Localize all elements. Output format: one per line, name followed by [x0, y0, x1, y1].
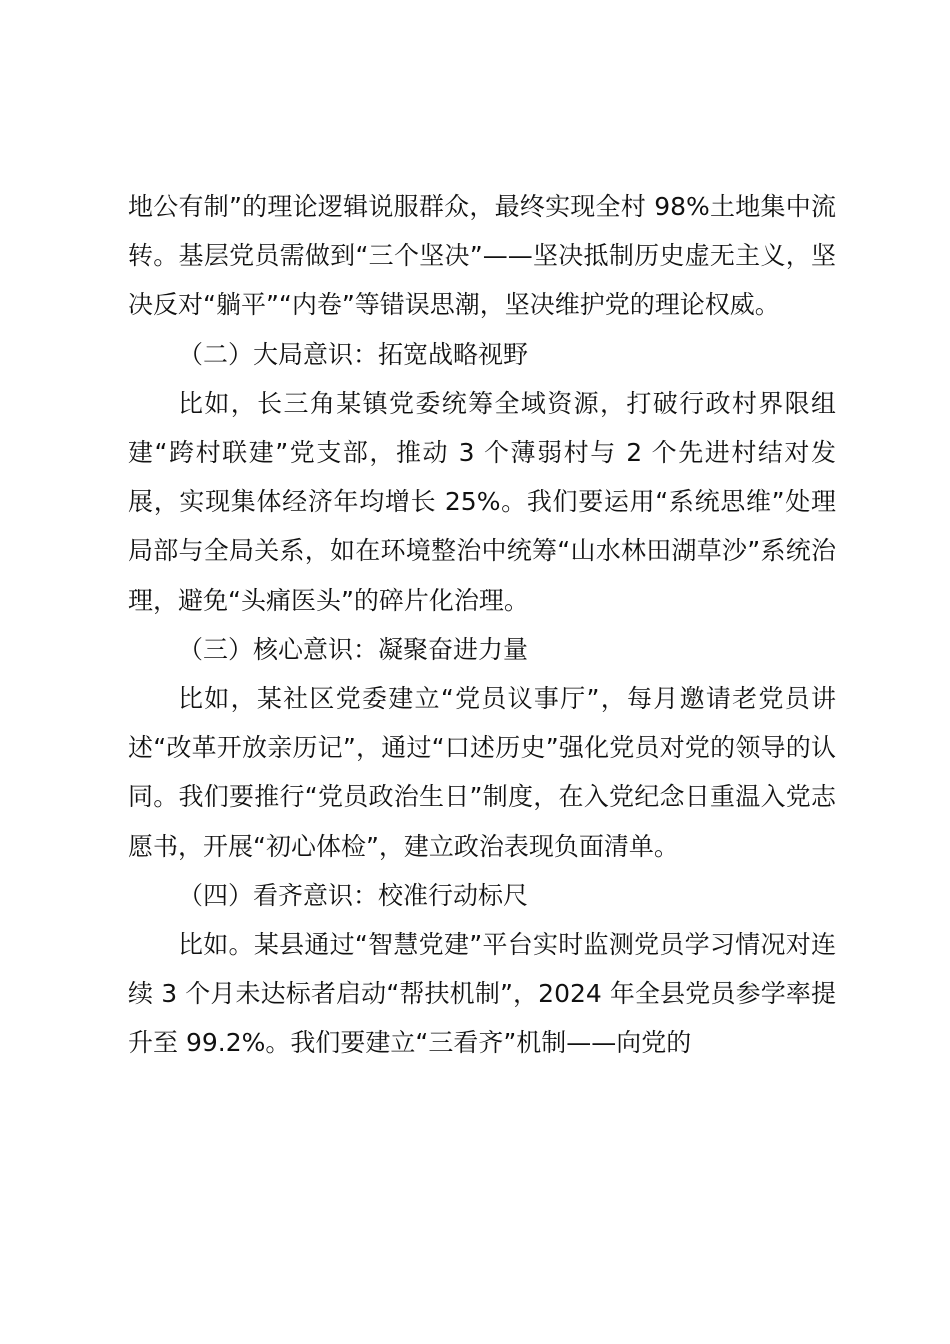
paragraph-core-awareness: 比如，某社区党委建立“党员议事厅”，每月邀请老党员讲述“改革开放亲历记”，通过“口述历史”强化党员对党的领导的认同。我们要推行“党员政治生日”制度，在入党纪念日重温入党志愿书，开展“初心体检”，建立政治表现负面清单。 [128, 684, 836, 861]
section-heading-core-awareness: （三）核心意识：凝聚奋进力量 [178, 634, 529, 664]
section-heading-alignment-awareness: （四）看齐意识：校准行动标尺 [178, 880, 529, 910]
paragraph-overall-awareness: 比如，长三角某镇党委统筹全域资源，打破行政村界限组建“跨村联建”党支部，推动 3 个薄弱村与 2 个先进村结对发展，实现集体经济年均增长 25%。我们要运用“系统思维”处理局部与全局关系，如在环境整治中统筹“山水林田湖草沙”系统治理，避免“头痛医头”的碎片化治理。 [128, 388, 836, 615]
paragraph-continued: 地公有制”的理论逻辑说服群众，最终实现全村 98%土地集中流转。基层党员需做到“三个坚决”——坚决抵制历史虚无主义，坚决反对“躺平”“内卷”等错误思潮，坚决维护党的理论权威。 [128, 192, 836, 320]
section-heading-overall-awareness: （二）大局意识：拓宽战略视野 [178, 339, 529, 369]
paragraph-alignment-awareness: 比如。某县通过“智慧党建”平台实时监测党员学习情况对连续 3 个月未达标者启动“帮扶机制”，2024 年全县党员参学率提升至 99.2%。我们要建立“三看齐”机制——向党的 [128, 930, 836, 1058]
document-page [128, 182, 836, 1068]
